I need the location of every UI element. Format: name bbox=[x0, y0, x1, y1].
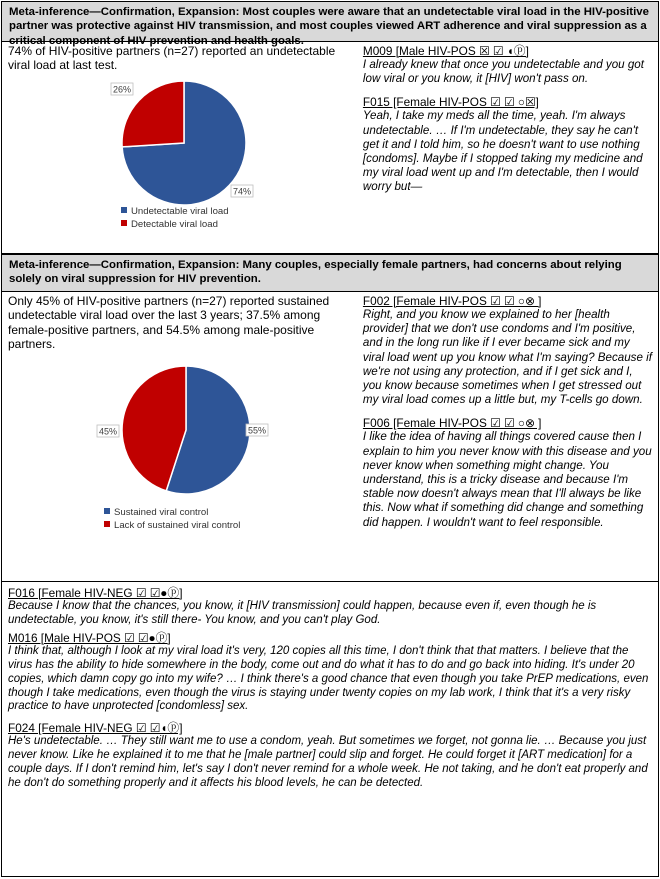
data-label bbox=[231, 185, 253, 197]
legend-label: Lack of sustained viral control bbox=[114, 519, 241, 531]
legend-item bbox=[104, 519, 348, 532]
section-2 bbox=[2, 254, 658, 582]
quote-participant-id: F024 [Female HIV-NEG ☑ ☑◖ⓟ] bbox=[8, 721, 183, 736]
quote-text: Because I know that the chances, you know, it [HIV transmission] could happen, because even if, even though he is undetectable, you know, it's still there- You know, and you can't play God. bbox=[8, 600, 597, 626]
quote bbox=[8, 586, 652, 628]
pie-chart-2-legend bbox=[8, 506, 348, 532]
legend-item bbox=[121, 218, 348, 231]
quote-text: I like the idea of having all things covered cause then I explain to him you never know with this disease and you never know when something might change. You understand, this is a tricky disease and because I'm stable now doesn't always mean that I'll always be like this. Now what if something did change and something did happen. I wouldn't want to feel responsible. bbox=[362, 430, 652, 529]
quote bbox=[8, 721, 652, 791]
data-label bbox=[111, 83, 133, 95]
data-label-text: 26% bbox=[112, 84, 132, 95]
section-3 bbox=[2, 582, 658, 791]
section-2-header: Meta-inference—Confirmation, Expansion: Many couples, especially female partners, had concerns about relying solely on viral suppression for HIV prevention. bbox=[2, 254, 658, 292]
legend-swatch bbox=[121, 207, 127, 213]
legend-item bbox=[104, 506, 348, 519]
section-1 bbox=[2, 2, 658, 254]
data-label-text: 74% bbox=[232, 186, 252, 197]
quote-participant-id: F016 [Female HIV-NEG ☑ ☑●ⓟ] bbox=[8, 586, 183, 600]
data-label-text: 45% bbox=[98, 426, 118, 437]
section-1-header: Meta-inference—Confirmation, Expansion: Most couples were aware that an undetectable viral load in the HIV-positive partner was protective against HIV transmission, and most couples viewed ART adherence and viral suppression as a critical component of HIV prevention and health goals. bbox=[2, 2, 658, 42]
section-2-summary bbox=[2, 292, 354, 539]
quote-text: He's undetectable. … They still want me to use a condom, yeah. But sometimes we forget, not gonna lie. … Because you just never know. Like he explained it to me that he [male partner] could slip and forget. He could forget it [ART medication] for a couple days. If I don't remind him, let's say I don't never remind for a whole week. He not taking, and he don't eat properly and he don't do something properly and it affects his blood levels, he can be detected. bbox=[8, 735, 648, 790]
legend-item bbox=[121, 205, 348, 218]
data-label bbox=[97, 425, 119, 437]
section-1-lead: 74% of HIV-positive partners (n=27) reported an undetectable viral load at last test. bbox=[8, 44, 336, 73]
section-2-lead: Only 45% of HIV-positive partners (n=27) reported sustained undetectable viral load over the last 3 years; 37.5% among female-positive partners, and 54.5% among male-positive partners. bbox=[8, 294, 330, 352]
section-2-quotes bbox=[354, 292, 658, 539]
quote bbox=[363, 416, 652, 529]
quote-text: I think that, although I look at my viral load it's very, 120 copies all this time, I don't think that that matters. I believe that the virus has the ability to hide somewhere in the body, come out and do what it has to do and go back into hiding. It's under 20 copies, which damn copy go into my wife? … I think there's a good chance that even though you take PrEP medications, even though I take medications, even though the virus is staying under twenty copies on my lab work, I think that it's a very risky practice to have unprotected [condomless] sex. bbox=[8, 644, 649, 713]
section-1-quotes bbox=[354, 42, 658, 231]
quote-text: Right, and you know we explained to her [health provider] that we don't use condoms and I'm positive, and in the long run like if I ever became sick and my viral load went up you know what I'm saying? Because if we're not using any protection, and if I get sick and I, you know because sometimes when I get stressed out my viral load comes up a little but, my T-cells go down. bbox=[362, 308, 652, 407]
quote bbox=[363, 44, 652, 86]
pie-chart-2-svg bbox=[8, 352, 308, 506]
data-label bbox=[246, 424, 268, 436]
quote bbox=[8, 631, 652, 715]
quote-participant-id: F002 [Female HIV-POS ☑ ☑ ○⊗ ] bbox=[362, 294, 542, 308]
pie-chart-1 bbox=[8, 73, 348, 231]
pie-chart-2 bbox=[8, 352, 348, 532]
legend-label: Sustained viral control bbox=[114, 506, 209, 518]
quote bbox=[363, 95, 652, 194]
quote-participant-id: M009 [Male HIV-POS ☒ ☑ ◖ⓟ] bbox=[362, 44, 529, 58]
quote-participant-id: M016 [Male HIV-POS ☑ ☑●ⓟ] bbox=[8, 630, 171, 645]
legend-label: Undetectable viral load bbox=[131, 205, 229, 217]
legend-swatch bbox=[121, 220, 127, 226]
quote-participant-id: F006 [Female HIV-POS ☑ ☑ ○⊗ ] bbox=[362, 416, 542, 431]
legend-swatch bbox=[104, 521, 110, 527]
quote bbox=[363, 294, 652, 407]
quote-text: Yeah, I take my meds all the time, yeah. I'm always undetectable. … If I'm undetectable, they say he can't get it and I told him, so he doesn't want to use nothing [condoms]. Maybe if I stopped taking my medicine and my viral load went up and I'm detectable, then I would worry but— bbox=[362, 109, 643, 194]
data-label-text: 55% bbox=[247, 425, 267, 436]
pie-chart-1-svg bbox=[8, 73, 308, 205]
legend-swatch bbox=[104, 508, 110, 514]
legend-label: Detectable viral load bbox=[131, 218, 218, 230]
quote-text: I already knew that once you undetectable and you got low viral or you know, it [HIV] won't pass on. bbox=[362, 58, 644, 86]
table bbox=[1, 1, 659, 877]
section-1-summary bbox=[2, 42, 354, 231]
pie-chart-1-legend bbox=[8, 205, 348, 231]
quote-participant-id: F015 [Female HIV-POS ☑ ☑ ○☒] bbox=[362, 95, 539, 110]
